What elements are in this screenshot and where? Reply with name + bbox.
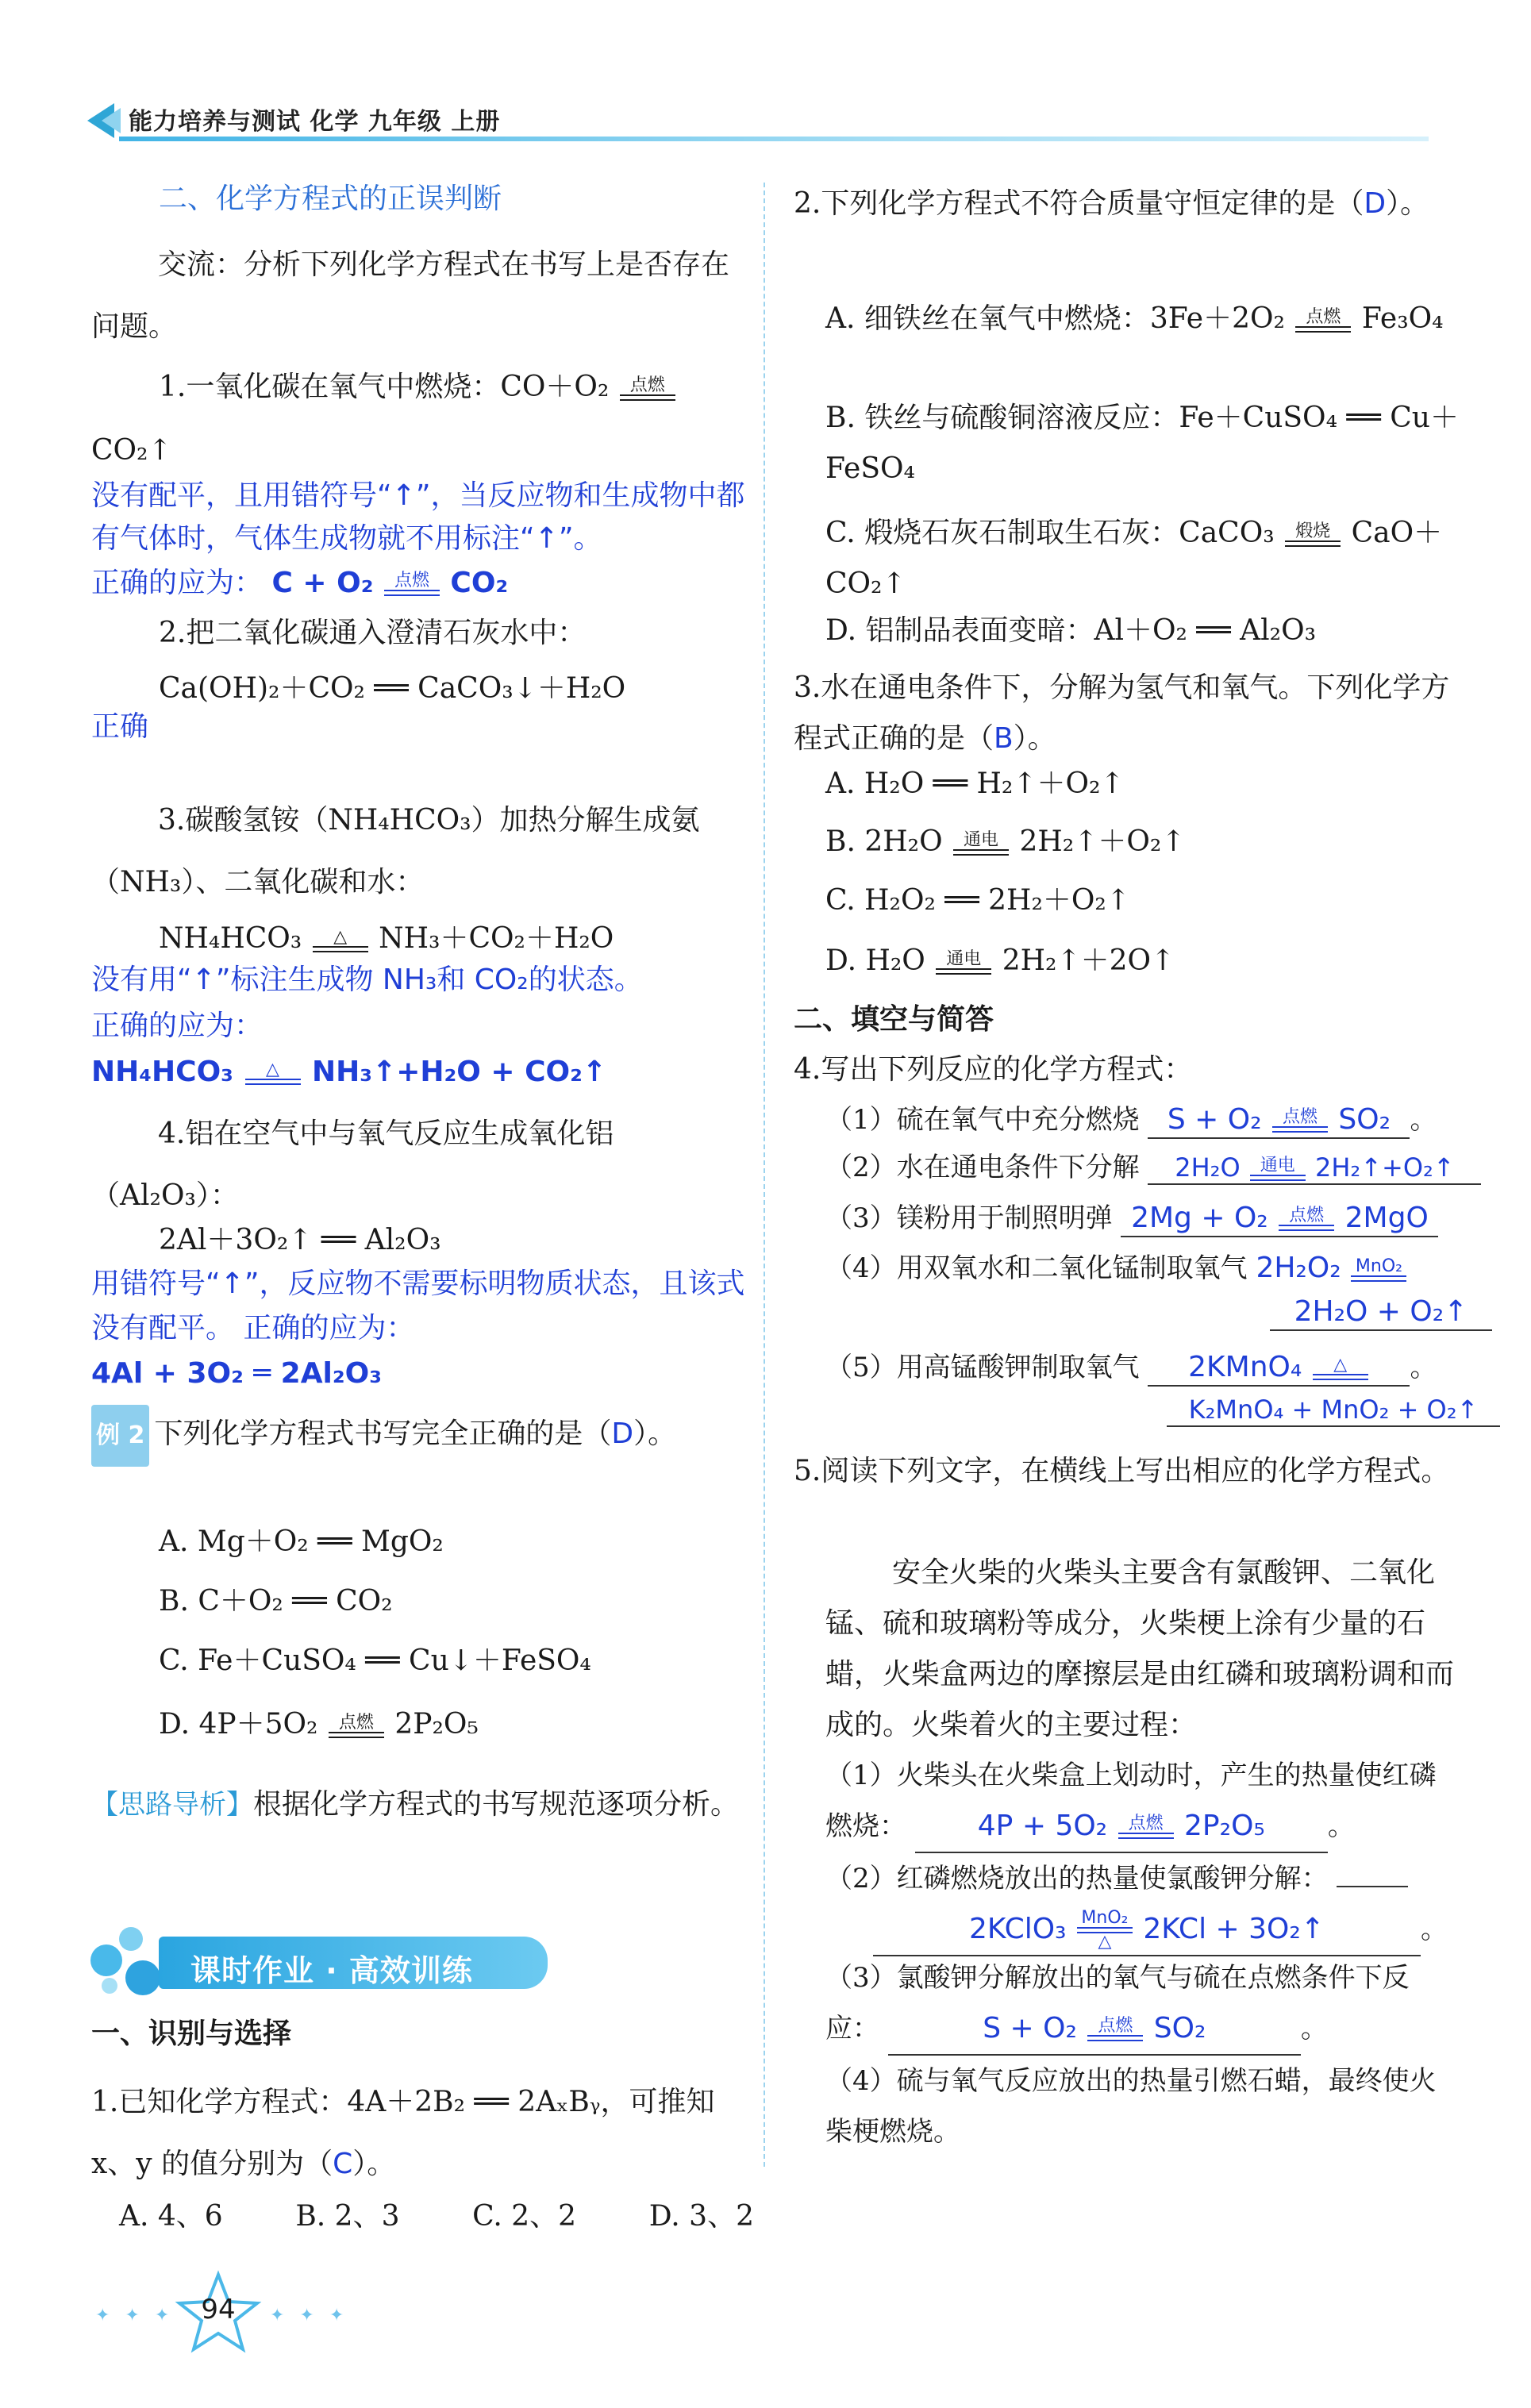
r-q3-option-d-rhs: 2H₂↑＋2O↑: [1002, 944, 1175, 977]
page-number: 94: [201, 2294, 236, 2325]
q2-title: 2.把二氧化碳通入澄清石灰水中：: [159, 617, 587, 649]
r-q5-1: （1）火柴头在火柴盒上划动时，产生的热量使红磷燃烧： 4P + 5O₂ 点燃 2P₂O₅ 。: [825, 1750, 1460, 1853]
r-q4-2-answer: [1148, 1152, 1481, 1185]
q3-eq-rhs: NH₃＋CO₂＋H₂O: [379, 922, 614, 955]
section-title-left: 二、化学方程式的正误判断: [159, 183, 502, 215]
q3-eq-cond-text: △: [333, 927, 348, 947]
r-q5-1-answer: [915, 1801, 1328, 1853]
r-q4-3-lhs: 2Mg + O₂: [1131, 1202, 1268, 1234]
q2-equation: Ca(OH)₂＋CO₂ ══ CaCO₃↓＋H₂O: [159, 672, 626, 705]
header-arrow-icon-inner: [102, 108, 121, 133]
r-q3-option-d-cond-text: 通电: [946, 949, 982, 969]
r-q2-option-c-cond: [1285, 523, 1341, 547]
q3-answer-2: 正确的应为：: [91, 1010, 264, 1042]
r-q4-2-label: （2）水在通电条件下分解: [825, 1152, 1140, 1183]
example-2-option-a: A. Mg＋O₂ ══ MgO₂: [159, 1525, 444, 1558]
example-2-option-d-lhs: D. 4P＋5O₂: [159, 1708, 318, 1741]
example-2-option-d-cond: [329, 1714, 384, 1738]
intro-text: 交流：分析下列化学方程式在书写上是否存在问题。: [91, 248, 730, 343]
q3-equation: [159, 921, 614, 956]
r-q3-option-b-lhs: B. 2H₂O: [825, 825, 943, 858]
part-1-q1-option-a: A. 4、6: [119, 2200, 223, 2233]
r-q5-2-rhs: 2KCl + 3O₂↑: [1143, 1913, 1325, 1945]
r-q3-option-b: [825, 824, 1186, 860]
r-q5-3-cond-text: 点燃: [1098, 2016, 1133, 2036]
q3-answer-3-lhs: NH₄HCO₃: [91, 1056, 233, 1088]
r-q4-5-cond-text: △: [1333, 1355, 1348, 1375]
example-2: [91, 1403, 758, 1467]
r-q5-1-cond: [1118, 1815, 1174, 1839]
banner-text: 课时作业 · 高效训练: [190, 1953, 473, 1988]
r-q2-text: 2.下列化学方程式不符合质量守恒定律的是（: [794, 187, 1364, 220]
r-q4-5-lhs: 2KMnO₄: [1188, 1351, 1302, 1383]
q1-answer-2-cond-text: 点燃: [394, 571, 429, 590]
example-2-close: ）。: [633, 1417, 677, 1450]
r-q2-option-b: B. 铁丝与硫酸铜溶液反应：Fe＋CuSO₄ ══ Cu＋FeSO₄: [825, 402, 1459, 485]
r-q4-4-lhs: 2H₂O₂: [1256, 1252, 1341, 1284]
r-q3-option-a: A. H₂O ══ H₂↑＋O₂↑: [825, 767, 1125, 800]
r-q2-option-c: [825, 508, 1460, 610]
r-q2-option-a-cond-text: 点燃: [1306, 307, 1341, 327]
q3-eq-cond: [313, 929, 368, 952]
r-q5-2-cond-top: MnO₂: [1081, 1908, 1129, 1928]
r-q4-2: [825, 1151, 1524, 1185]
r-q4-1-answer: [1148, 1102, 1410, 1139]
q3-answer-3-rhs: NH₃↑+H₂O + CO₂↑: [312, 1056, 607, 1088]
r-q2-option-c-lhs: C. 煅烧石灰石制取生石灰：CaCO₃: [825, 517, 1275, 549]
part-1-q1-options: [119, 2198, 754, 2234]
r-q4-4-cond-text: MnO₂: [1355, 1256, 1402, 1276]
r-q3: [794, 663, 1460, 764]
r-q3-text: 3.水在通电条件下，分解为氢气和氧气。下列化学方程式正确的是（: [794, 671, 1450, 755]
r-q4-5: （5）用高锰酸钾制取氧气 2KMnO₄ △ 。: [825, 1349, 1508, 1387]
r-q5-1-lhs: 4P + 5O₂: [977, 1810, 1108, 1842]
r-q5-3-cond: [1087, 2018, 1143, 2041]
r-q5-passage: 安全火柴的火柴头主要含有氯酸钾、二氧化锰、硫和玻璃粉等成分，火柴梗上涂有少量的石蜡，火柴盒两边的摩擦层是由红磷和玻璃粉调和而成的。火柴着火的主要过程：: [825, 1556, 1455, 1741]
r-q5-2-label: （2）红磷燃烧放出的热量使氯酸钾分解：: [825, 1863, 1329, 1894]
q3-title: 3.碳酸氢铵（NH₄HCO₃）加热分解生成氨（NH₃）、二氧化碳和水：: [91, 804, 700, 898]
r-q2-option-a: [825, 294, 1460, 344]
column-divider: [764, 183, 765, 2167]
r-q5-1-label: （1）火柴头在火柴盒上划动时，产生的热量使红磷燃烧：: [825, 1760, 1437, 1842]
r-q5-2-cond-bottom: △: [1098, 1932, 1112, 1952]
r-q3-option-c: C. H₂O₂ ══ 2H₂＋O₂↑: [825, 884, 1130, 917]
r-q3-close: ）。: [1013, 722, 1056, 755]
hint: [91, 1774, 758, 1836]
part-1-q1: [91, 2071, 758, 2195]
r-q3-option-d-cond: [936, 951, 991, 975]
r-q3-option-d: [825, 943, 1175, 979]
q1-cond-text: 点燃: [629, 375, 665, 395]
r-q4-3-cond-text: 点燃: [1289, 1206, 1325, 1225]
r-q3-answer: B: [994, 722, 1014, 755]
r-q4-1-cond: [1272, 1109, 1328, 1133]
part-1-q1-option-c: C. 2、2: [472, 2200, 577, 2233]
r-q2-option-a-rhs: Fe₃O₄: [1361, 302, 1444, 335]
q1-answer-2-cond: [384, 572, 440, 596]
r-q4-4-rhs: 2H₂O + O₂↑: [1270, 1294, 1492, 1331]
r-q5-2-cond: [1077, 1910, 1133, 1951]
r-q5-3-answer: [888, 2003, 1301, 2056]
r-q4-5-answer: [1148, 1349, 1410, 1387]
page-header: [87, 95, 1437, 143]
r-q5-3-label: （3）氯酸钾分解放出的氧气与硫在点燃条件下反应：: [825, 1962, 1410, 2044]
r-q3-option-b-cond-text: 通电: [964, 830, 999, 850]
q1-answer-2-lhs: C + O₂: [271, 567, 374, 599]
r-q4-2-cond-text: 通电: [1260, 1156, 1295, 1175]
r-q5-3-lhs: S + O₂: [983, 2012, 1077, 2044]
example-2-option-d-cond-text: 点燃: [338, 1713, 374, 1733]
example-2-answer: D: [611, 1417, 634, 1450]
part-1-q1-answer: C: [333, 2148, 353, 2180]
r-q5-4: （4）硫与氧气反应放出的热量引燃石蜡，最终使火柴梗燃烧。: [825, 2065, 1437, 2148]
r-q4-1-lhs: S + O₂: [1167, 1103, 1262, 1136]
r-q2-option-c-rhs: CaO＋CO₂↑: [825, 517, 1443, 600]
r-q4-2-cond: [1250, 1157, 1306, 1181]
q3-answer-3-cond-text: △: [266, 1060, 279, 1079]
part-2-title: 二、填空与简答: [794, 1003, 994, 1036]
r-q3-option-b-cond: [953, 832, 1009, 856]
q1-title: [159, 369, 762, 405]
r-q5-2-lhs: 2KClO₃: [969, 1913, 1067, 1945]
r-q4-3-answer: [1121, 1200, 1438, 1237]
r-q4-3-rhs: 2MgO: [1344, 1202, 1429, 1234]
q3-answer-3-cond: [245, 1061, 301, 1085]
r-q2-option-a-cond: [1295, 309, 1351, 333]
hint-tag: 【思路导析】: [91, 1789, 253, 1821]
q1-answer-2: [91, 565, 758, 601]
q3-eq-lhs: NH₄HCO₃: [159, 922, 302, 955]
example-2-option-b: B. C＋O₂ ══ CO₂: [159, 1585, 393, 1618]
r-q4-1: （1）硫在氧气中充分燃烧 S + O₂ 点燃 SO₂ 。: [825, 1102, 1508, 1139]
q1-answer-2-prefix: 正确的应为：: [91, 567, 264, 599]
r-q3-option-d-lhs: D. H₂O: [825, 944, 925, 977]
r-q2-close: ）。: [1386, 187, 1429, 220]
r-q4-1-label: （1）硫在氧气中充分燃烧: [825, 1104, 1140, 1136]
q1-title-text: 1.一氧化碳在氧气中燃烧：CO＋O₂: [159, 371, 610, 403]
r-q4-3: [825, 1200, 1508, 1237]
page-number-badge: [175, 2270, 262, 2357]
r-q2-answer: D: [1364, 187, 1387, 220]
q4-title: 4.铝在空气中与氧气反应生成氧化铝（Al₂O₃）：: [91, 1117, 614, 1212]
r-q2-option-c-cond-text: 煅烧: [1295, 521, 1331, 541]
header-rule: [119, 137, 1429, 141]
r-q4-1-cond-text: 点燃: [1282, 1107, 1318, 1127]
r-q4-3-cond: [1279, 1207, 1334, 1231]
hint-text: 根据化学方程式的书写规范逐项分析。: [253, 1788, 740, 1821]
r-q4-5-label: （5）用高锰酸钾制取氧气: [825, 1352, 1140, 1383]
q1-tail: CO₂↑: [91, 434, 172, 467]
r-q4-5-cond: [1313, 1356, 1368, 1380]
r-q5: 5.阅读下列文字，在横线上写出相应的化学方程式。: [794, 1455, 1450, 1487]
r-q4-5-rhs: K₂MnO₄ + MnO₂ + O₂↑: [1167, 1394, 1500, 1427]
example-2-tag: 例 2: [91, 1405, 149, 1467]
r-q4-1-rhs: SO₂: [1338, 1103, 1391, 1136]
r-q4-4-cond: [1351, 1258, 1406, 1282]
q4-equation: 2Al＋3O₂↑ ══ Al₂O₃: [159, 1224, 441, 1256]
r-q5-3-rhs: SO₂: [1153, 2012, 1206, 2044]
r-q4-3-label: （3）镁粉用于制照明弹: [825, 1202, 1113, 1234]
r-q2: [794, 179, 1460, 229]
r-q3-option-b-rhs: 2H₂↑＋O₂↑: [1019, 825, 1186, 858]
example-2-option-d-rhs: 2P₂O₅: [394, 1708, 479, 1741]
r-q5-2-answer: [873, 1904, 1421, 1956]
r-q4-4: [825, 1250, 1508, 1286]
header-title: 能力培养与测试 化学 九年级 上册: [129, 108, 501, 136]
r-q4-2-lhs: 2H₂O: [1175, 1152, 1241, 1183]
q1-condition: [620, 377, 675, 401]
part-1-title: 一、识别与选择: [91, 2018, 292, 2050]
q2-answer: 正确: [91, 710, 149, 743]
example-2-option-c: C. Fe＋CuSO₄ ══ Cu↓＋FeSO₄: [159, 1644, 591, 1677]
part-1-q1-close: ）。: [352, 2148, 396, 2180]
page-dots-right: ✦ ✦ ✦: [270, 2306, 349, 2325]
section-banner: [87, 1921, 579, 2000]
r-q4-4-rhs-line: [1270, 1294, 1492, 1331]
r-q4: 4.写出下列反应的化学方程式：: [794, 1053, 1193, 1086]
part-1-q1-option-d: D. 3、2: [648, 2200, 754, 2233]
example-2-text: 下列化学方程式书写完全正确的是（: [154, 1417, 612, 1450]
r-q4-5-rhs-line: [1167, 1393, 1500, 1427]
r-q5-1-cond-text: 点燃: [1128, 1814, 1164, 1833]
q4-answer-1: 用错符号“↑”，反应物不需要标明物质状态，且该式没有配平。 正确的应为：: [91, 1267, 745, 1344]
r-q2-option-d: D. 铝制品表面变暗：Al＋O₂ ══ Al₂O₃: [825, 614, 1317, 647]
r-q5-1-rhs: 2P₂O₅: [1184, 1810, 1265, 1842]
q1-answer-2-rhs: CO₂: [450, 567, 509, 599]
q4-answer-2: 4Al + 3O₂ ═ 2Al₂O₃: [91, 1357, 383, 1390]
r-q4-2-rhs: 2H₂↑+O₂↑: [1314, 1152, 1455, 1183]
r-q4-4-label: （4）用双氧水和二氧化锰制取氧气: [825, 1252, 1248, 1284]
r-q5-3: （3）氯酸钾分解放出的氧气与硫在点燃条件下反应： S + O₂ 点燃 SO₂ 。: [825, 1952, 1460, 2056]
r-q2-option-a-lhs: A. 细铁丝在氧气中燃烧：3Fe＋2O₂: [825, 302, 1285, 335]
part-1-q1-text: 1.已知化学方程式：4A＋2B₂ ══ 2AₓBᵧ，可推知 x、y 的值分别为（: [91, 2086, 715, 2180]
q1-answer-1: 没有配平，且用错符号“↑”，当反应物和生成物中都有气体时，气体生成物就不用标注“↑”。: [91, 479, 745, 555]
q3-answer-3: [91, 1054, 606, 1090]
page-dots-left: ✦ ✦ ✦: [95, 2306, 175, 2325]
part-1-q1-option-b: B. 2、3: [295, 2200, 400, 2233]
q3-answer-1: 没有用“↑”标注生成物 NH₃和 CO₂的状态。: [91, 964, 643, 996]
example-2-option-d: [159, 1706, 479, 1742]
r-q5-2: （2）红磷燃烧放出的热量使氯酸钾分解： 2KClO₃ MnO₂ △ 2KCl + 3O₂↑ 。: [825, 1853, 1460, 1956]
